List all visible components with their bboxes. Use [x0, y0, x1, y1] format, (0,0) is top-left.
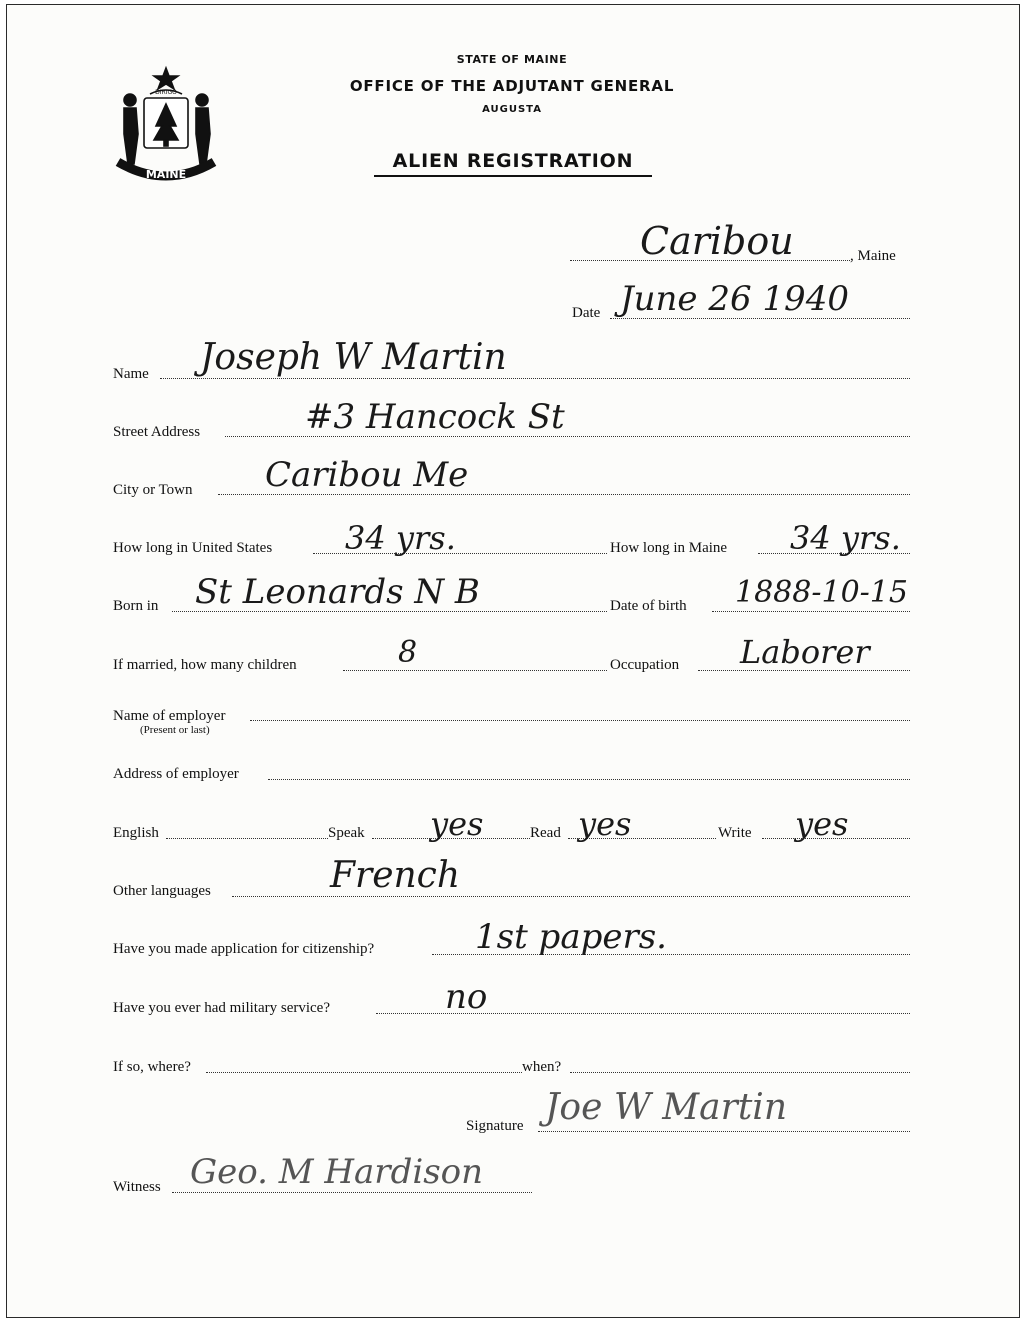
- how-long-us-value: 34 yrs.: [345, 519, 456, 557]
- children-line: [343, 670, 607, 671]
- write-value: yes: [795, 805, 849, 843]
- street-label: Street Address: [113, 424, 201, 440]
- city-value: Caribou Me: [265, 455, 469, 495]
- military-label: Have you ever had military service?: [113, 1000, 330, 1016]
- header-office: OFFICE OF THE ADJUTANT GENERAL: [349, 77, 675, 95]
- header-state: STATE OF MAINE: [456, 53, 568, 66]
- read-value: yes: [578, 805, 632, 843]
- english-label: English: [113, 825, 159, 841]
- when-label: when?: [522, 1059, 562, 1075]
- employer-address-label: Address of employer: [113, 766, 239, 782]
- born-in-label: Born in: [113, 598, 159, 614]
- dob-value: 1888-10-15: [735, 575, 908, 610]
- how-long-maine-label: How long in Maine: [610, 540, 728, 556]
- header-city: AUGUSTA: [482, 104, 542, 115]
- witness-line: [172, 1192, 532, 1193]
- occupation-value: Laborer: [740, 633, 870, 671]
- speak-label: Speak: [328, 825, 365, 841]
- employer-label: Name of employer: [113, 708, 226, 724]
- date-label: Date: [572, 305, 601, 321]
- other-languages-line: [232, 896, 910, 897]
- if-so-where-label: If so, where?: [113, 1059, 191, 1075]
- children-value: 8: [398, 635, 418, 670]
- citizenship-value: 1st papers.: [475, 917, 667, 957]
- if-so-where-line: [206, 1072, 522, 1073]
- location-value: Caribou: [640, 219, 794, 263]
- date-value: June 26 1940: [620, 279, 849, 319]
- when-line: [570, 1072, 910, 1073]
- signature-label: Signature: [466, 1118, 524, 1134]
- how-long-us-label: How long in United States: [113, 540, 273, 556]
- signature-value: Joe W Martin: [545, 1087, 787, 1128]
- read-label: Read: [530, 825, 561, 841]
- witness-value: Geo. M Hardison: [190, 1152, 484, 1192]
- speak-value: yes: [430, 805, 484, 843]
- signature-line: [538, 1131, 910, 1132]
- form-title: ALIEN REGISTRATION: [374, 150, 652, 177]
- seal-banner-text: MAINE: [145, 168, 187, 181]
- english-line: [166, 838, 328, 839]
- other-languages-value: French: [330, 855, 461, 896]
- name-value: Joseph W Martin: [200, 337, 507, 378]
- employer-line: [250, 720, 910, 721]
- citizenship-label: Have you made application for citizenship?: [113, 941, 375, 957]
- military-value: no: [445, 977, 488, 1017]
- witness-label: Witness: [113, 1179, 161, 1195]
- other-languages-label: Other languages: [113, 883, 211, 899]
- dob-label: Date of birth: [610, 598, 687, 614]
- dob-line: [712, 611, 910, 612]
- born-in-value: St Leonards N B: [195, 572, 480, 612]
- seal-motto-text: DIRIGO: [155, 89, 177, 96]
- city-label: City or Town: [113, 482, 193, 498]
- name-line: [160, 378, 910, 379]
- street-value: #3 Hancock St: [305, 397, 565, 437]
- how-long-maine-value: 34 yrs.: [790, 519, 901, 557]
- employer-address-line: [268, 779, 910, 780]
- occupation-label: Occupation: [610, 657, 680, 673]
- children-label: If married, how many children: [113, 657, 297, 673]
- employer-sublabel: (Present or last): [140, 724, 210, 736]
- location-suffix: , Maine: [850, 248, 896, 264]
- write-label: Write: [718, 825, 752, 841]
- name-label: Name: [113, 366, 149, 382]
